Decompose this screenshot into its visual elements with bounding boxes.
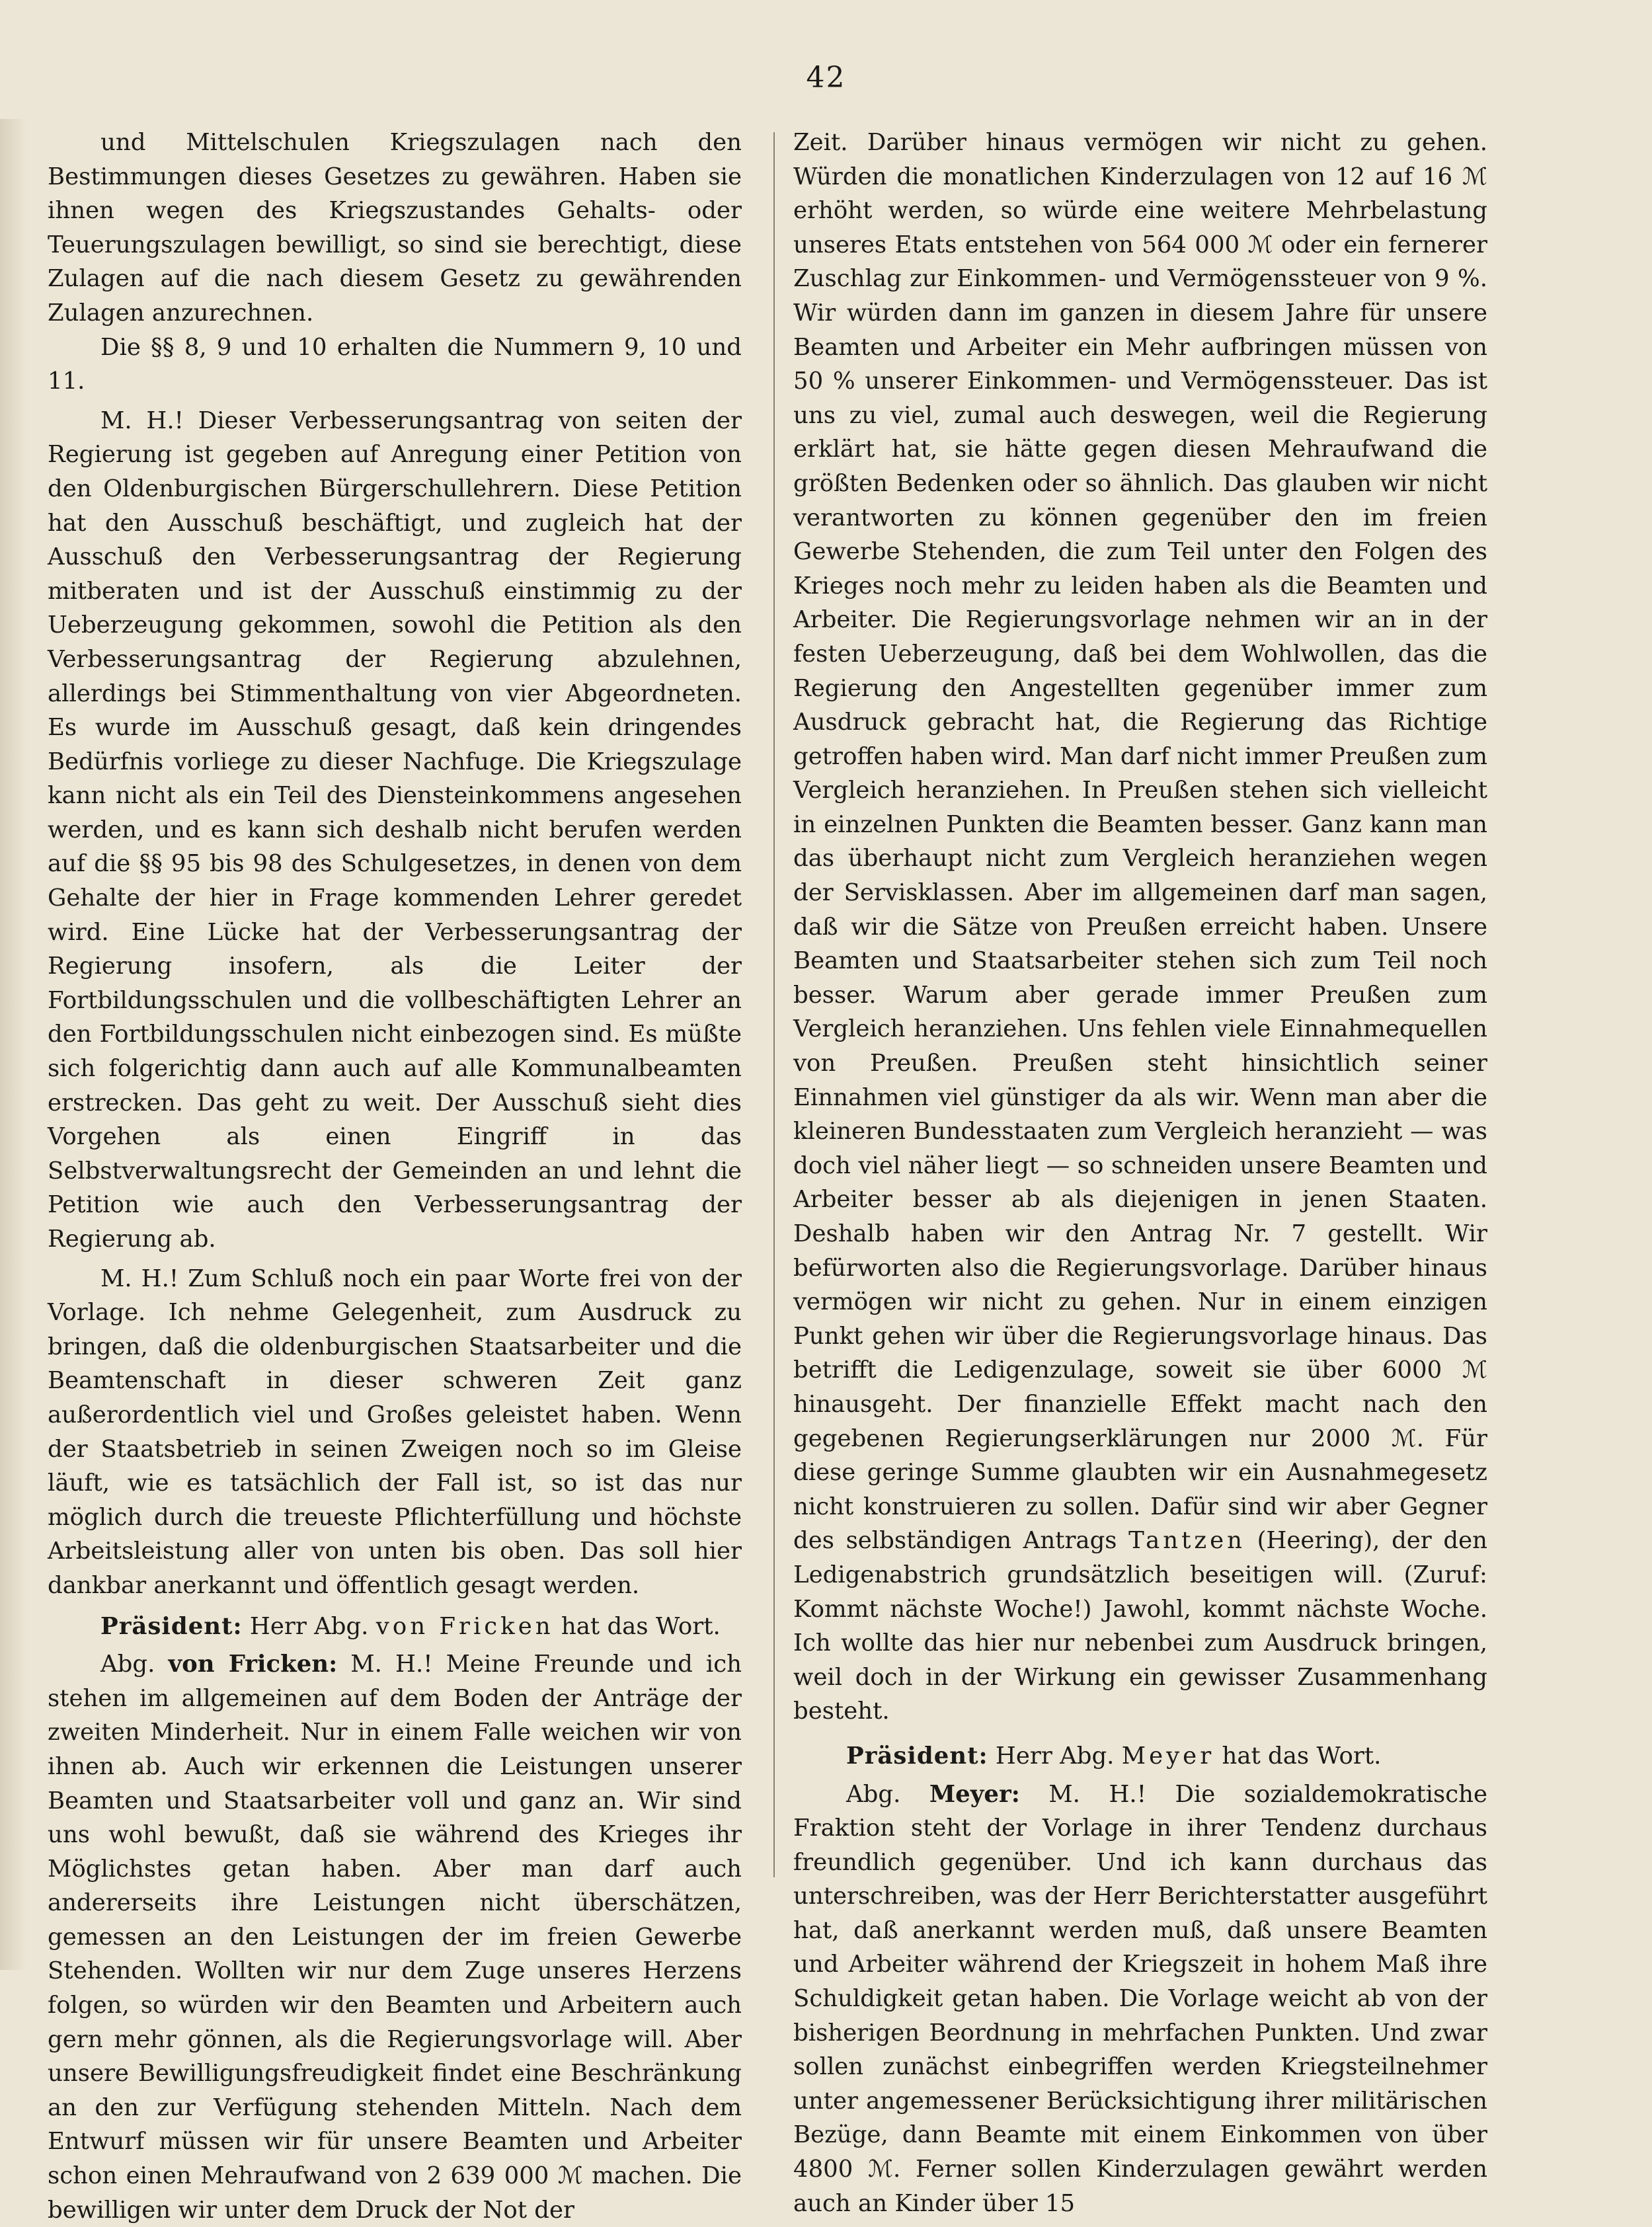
speech-text: M. H.! Die sozialdemokratische Fraktion steht der Vorlage in ihrer Tendenz durchaus freundlich gegenüber. Und ich kann durchaus das unterschreiben, was der Herr Berichterstatter ausgeführt hat, daß anerkannt werden muß, daß unsere Beamten und Arbeiter während der Kriegszeit in hohem Maß ihre Schuldigkeit getan haben. Die Vorlage weicht ab von der bisherigen Beordnung in mehrfachen Punkten. Und zwar sollen zunächst einbegriffen werden Kriegsteilnehmer unter angemessener Berücksichtigung ihrer militärischen Bezüge, dann Beamte mit einem Einkommen von über 4800 ℳ. Ferner sollen Kinderzulagen gewährt werden auch an Kinder über 15 — [793, 1780, 1487, 2217]
speaker-name: Meyer: — [929, 1780, 1020, 1808]
speaker-name: von Fricken: — [168, 1651, 338, 1678]
president-remark-1 — [48, 1610, 742, 1644]
president-text: Herr Abg. — [249, 1612, 369, 1640]
right-column — [793, 126, 1487, 2220]
column-divider — [773, 132, 775, 1877]
right-paragraph-1 — [793, 126, 1487, 1729]
president-text: hat das Wort. — [561, 1612, 721, 1640]
left-column — [48, 126, 742, 2227]
speaker-name: Tantzen — [1128, 1527, 1245, 1555]
speech-meyer — [793, 1778, 1487, 2221]
page-number: 42 — [806, 61, 846, 95]
left-paragraph-2: Die §§ 8, 9 und 10 erhalten die Nummern 9, 10 und 11. — [48, 333, 742, 395]
president-label: Präsident: — [100, 1612, 243, 1640]
president-text: Herr Abg. — [995, 1742, 1115, 1770]
speech-von-fricken — [48, 1647, 742, 2227]
president-text: hat das Wort. — [1222, 1742, 1382, 1770]
abg-label: Abg. — [100, 1651, 155, 1678]
speaker-name: von Fricken — [375, 1612, 554, 1640]
speaker-name: Meyer — [1121, 1742, 1215, 1770]
president-remark-2 — [793, 1739, 1487, 1774]
abg-label: Abg. — [846, 1780, 901, 1808]
speech-text: Zeit. Darüber hinaus vermögen wir nicht zu gehen. Würden die monatlichen Kinderzulagen von 12 auf 16 ℳ erhöht werden, so würde eine weitere Mehrbelastung unseres Etats entstehen von 564 000 ℳ oder ein fernerer Zuschlag zur Einkommen- und Vermögenssteuer von 9 %. Wir würden dann im ganzen in diesem Jahre für unsere Beamten und Arbeiter ein Mehr aufbringen müssen von 50 % unserer Einkommen- und Vermögenssteuer. Das ist uns zu viel, zumal auch deswegen, weil die Regierung erklärt hat, sie hätte gegen diesen Mehraufwand die größten Bedenken oder so ähnlich. Das glauben wir nicht verantworten zu können gegenüber den im freien Gewerbe Stehenden, die zum Teil unter den Folgen des Krieges noch mehr zu leiden haben als die Beamten und Arbeiter. Die Regierungsvorlage nehmen wir an in der festen Ueberzeugung, daß bei dem Wohlwollen, das die Regierung den Angestellten gegenüber immer zum Ausdruck gebracht hat, die Regierung das Richtige getroffen haben wird. Man darf nicht immer Preußen zum Vergleich heranziehen. In Preußen stehen sich vielleicht in einzelnen Punkten die Beamten besser. Ganz kann man das überhaupt nicht zum Vergleich heranziehen wegen der Servisklassen. Aber im allgemeinen darf man sagen, daß wir die Sätze von Preußen erreicht haben. Unsere Beamten und Staatsarbeiter stehen sich zum Teil noch besser. Warum aber gerade immer Preußen zum Vergleich heranziehen. Uns fehlen viele Einnahmequellen von Preußen. Preußen steht hinsichtlich seiner Einnahmen viel günstiger da als wir. Wenn man aber die kleineren Bundesstaaten zum Vergleich heranzieht — was doch viel näher liegt — so schneiden unsere Beamten und Arbeiter besser ab als diejenigen in jenen Staaten. Deshalb haben wir den Antrag Nr. 7 gestellt. Wir befürworten also die Regierungsvorlage. Darüber hinaus vermögen wir nicht zu gehen. Nur in einem einzigen Punkt gehen wir über die Regierungsvorlage hinaus. Das betrifft die Ledigenzulage, soweit sie über 6000 ℳ hinausgeht. Der finanzielle Effekt macht nach den gegebenen Regierungserklärungen nur 2000 ℳ. Für diese geringe Summe glaubten wir ein Ausnahmegesetz nicht konstruieren zu sollen. Dafür sind wir aber Gegner des selbständigen Antrags — [793, 129, 1487, 1555]
left-paragraph-1: und Mittelschulen Kriegszulagen nach den Bestimmungen dieses Gesetzes zu gewähren. Haben sie ihnen wegen des Kriegszustandes Gehalts- oder Teuerungszulagen bewilligt, so sind sie berechtigt, diese Zulagen auf die nach diesem Gesetz zu gewährenden Zulagen anzurechnen. — [48, 129, 742, 327]
speech-text: (Heering), der den Ledigenabstrich grundsätzlich beseitigen will. (Zuruf: Kommt nächste Woche!) Jawohl, kommt nächste Woche. Ich wollte das hier nur nebenbei zum Ausdruck bringen, weil doch in der Wirkung ein gewisser Zusammenhang besteht. — [793, 1527, 1487, 1725]
speech-text: M. H.! Meine Freunde und ich stehen im allgemeinen auf dem Boden der Anträge der zweiten Minderheit. Nur in einem Falle weichen wir von ihnen ab. Auch wir erkennen die Leistungen unserer Beamten und Staatsarbeiter voll und ganz an. Wir sind uns wohl bewußt, daß sie während des Krieges ihr Möglichstes getan haben. Aber man darf auch andererseits ihre Leistungen nicht überschätzen, gemessen an den Leistungen der im freien Gewerbe Stehenden. Wollten wir nur dem Zuge unseres Herzens folgen, so würden wir den Beamten und Arbeitern auch gern mehr gönnen, als die Regierungsvorlage will. Aber unsere Bewilligungsfreudigkeit findet eine Beschränkung an den zur Verfügung stehenden Mitteln. Nach dem Entwurf müssen wir für unsere Beamten und Arbeiter schon einen Mehraufwand von 2 639 000 ℳ machen. Die bewilligen wir unter dem Druck der Not der — [48, 1651, 742, 2224]
left-paragraph-3: M. H.! Dieser Verbesserungsantrag von seiten der Regierung ist gegeben auf Anregung einer Petition von den Oldenburgischen Bürgerschullehrern. Diese Petition hat den Ausschuß beschäftigt, und zugleich hat der Ausschuß den Verbesserungsantrag der Regierung mitberaten und ist der Ausschuß einstimmig zu der Ueberzeugung gekommen, sowohl die Petition als den Verbesserungsantrag der Regierung abzulehnen, allerdings bei Stimmenthaltung von vier Abgeordneten. Es wurde im Ausschuß gesagt, daß kein dringendes Bedürfnis vorliege zu dieser Nachfuge. Die Kriegszulage kann nicht als ein Teil des Diensteinkommens angesehen werden, und es kann sich deshalb nicht berufen werden auf die §§ 95 bis 98 des Schulgesetzes, in denen von dem Gehalte der hier in Frage kommenden Lehrer geredet wird. Eine Lücke hat der Verbesserungsantrag der Regierung insofern, als die Leiter der Fortbildungsschulen und die vollbeschäftigten Lehrer an den Fortbildungsschulen nicht einbezogen sind. Es müßte sich folgerichtig dann auch auf alle Kommunalbeamten erstrecken. Das geht zu weit. Der Ausschuß sieht dies Vorgehen als einen Eingriff in das Selbstverwaltungsrecht der Gemeinden an und lehnt die Petition wie auch den Verbesserungsantrag der Regierung ab. — [48, 407, 742, 1253]
left-paragraph-4: M. H.! Zum Schluß noch ein paar Worte frei von der Vorlage. Ich nehme Gelegenheit, zum Ausdruck zu bringen, daß die oldenburgischen Staatsarbeiter und die Beamtenschaft in dieser schweren Zeit ganz außerordentlich viel und Großes geleistet haben. Wenn der Staatsbetrieb in seinen Zweigen noch so im Gleise läuft, wie es tatsächlich der Fall ist, so ist das nur möglich durch die treueste Pflichterfüllung und höchste Arbeitsleistung aller von unten bis oben. Das soll hier dankbar anerkannt und öffentlich gesagt werden. — [48, 1265, 742, 1599]
page-gutter-shadow — [0, 119, 26, 1970]
president-label: Präsident: — [846, 1742, 988, 1770]
